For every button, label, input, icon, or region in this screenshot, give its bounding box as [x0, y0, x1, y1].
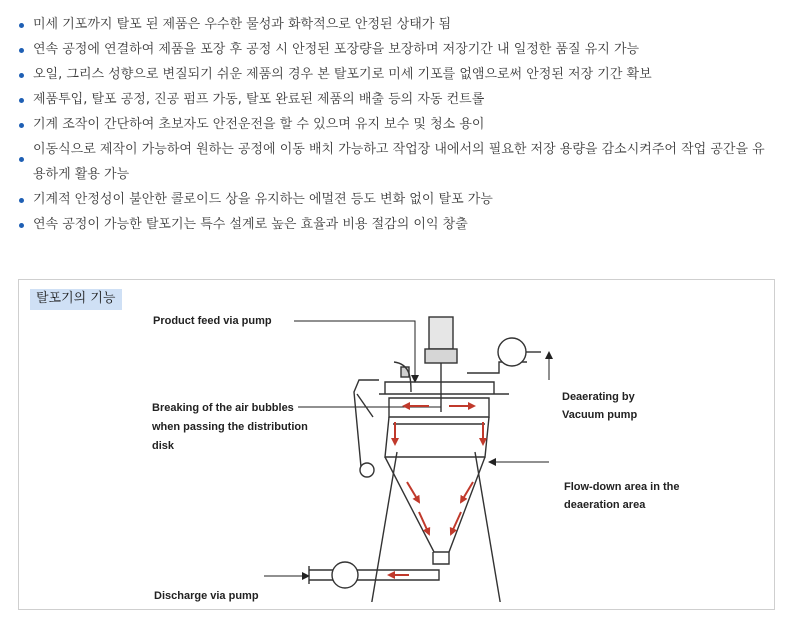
- label-product-feed: Product feed via pump: [153, 315, 272, 327]
- feature-item: [14, 12, 774, 37]
- feature-text: 오일, 그리스 성향으로 변질되기 쉬운 제품의 경우 본 탈포기로 미세 기포를 없앰으로써 안정된 저장 기간 확보: [33, 67, 652, 82]
- feature-item: [14, 87, 774, 112]
- bullet-icon: [19, 123, 24, 128]
- feature-item: [14, 62, 774, 87]
- bullet-icon: [19, 157, 24, 162]
- feature-text: 미세 기포까지 탈포 된 제품은 우수한 물성과 화학적으로 안정된 상태가 됨: [33, 17, 452, 32]
- feature-text: 연속 공정이 가능한 탈포기는 특수 설계로 높은 효율과 비용 절감의 이익 창출: [33, 217, 468, 232]
- bullet-icon: [19, 198, 24, 203]
- label-deaerating: Deaerating by Vacuum pump: [562, 391, 638, 421]
- deaerator-diagram: [149, 302, 719, 602]
- feature-text: 기계적 안정성이 불안한 콜로이드 상을 유지하는 에멀젼 등도 변화 없이 탈포 가능: [33, 192, 493, 207]
- feature-item: [14, 37, 774, 62]
- feature-item: [14, 212, 774, 237]
- feature-item: [14, 187, 774, 212]
- bullet-icon: [19, 73, 24, 78]
- deaerator-machine: [309, 317, 541, 602]
- label-flow-down-area: Flow-down area in the deaeration area: [564, 481, 680, 511]
- feature-text: 이동식으로 제작이 가능하여 원하는 공정에 이동 배치 가능하고 작업장 내에서의 필요한 저장 용량을 감소시켜주어 작업 공간을 유용하게 활용 가능: [33, 142, 765, 182]
- feature-text: 연속 공정에 연결하여 제품을 포장 후 공정 시 안정된 포장량을 보장하며 저장기간 내 일정한 품질 유지 가능: [33, 42, 640, 57]
- label-discharge: Discharge via pump: [154, 590, 259, 602]
- function-panel: [18, 279, 775, 610]
- panel-title: 탈포기의 기능: [30, 289, 122, 310]
- feature-text: 기계 조작이 간단하여 초보자도 안전운전을 할 수 있으며 유지 보수 및 청소 용이: [33, 117, 485, 132]
- label-breaking-air-bubbles: Breaking of the air bubbles when passing the distribution disk: [152, 402, 308, 452]
- feature-item: [14, 112, 774, 137]
- bullet-icon: [19, 223, 24, 228]
- flow-arrows: [389, 406, 483, 575]
- bullet-icon: [19, 98, 24, 103]
- feature-item: [14, 137, 774, 187]
- feature-text: 제품투입, 탈포 공정, 진공 펌프 가동, 탈포 완료된 제품의 배출 등의 자동 컨트롤: [33, 92, 485, 107]
- feature-list: [14, 12, 774, 237]
- bullet-icon: [19, 23, 24, 28]
- bullet-icon: [19, 48, 24, 53]
